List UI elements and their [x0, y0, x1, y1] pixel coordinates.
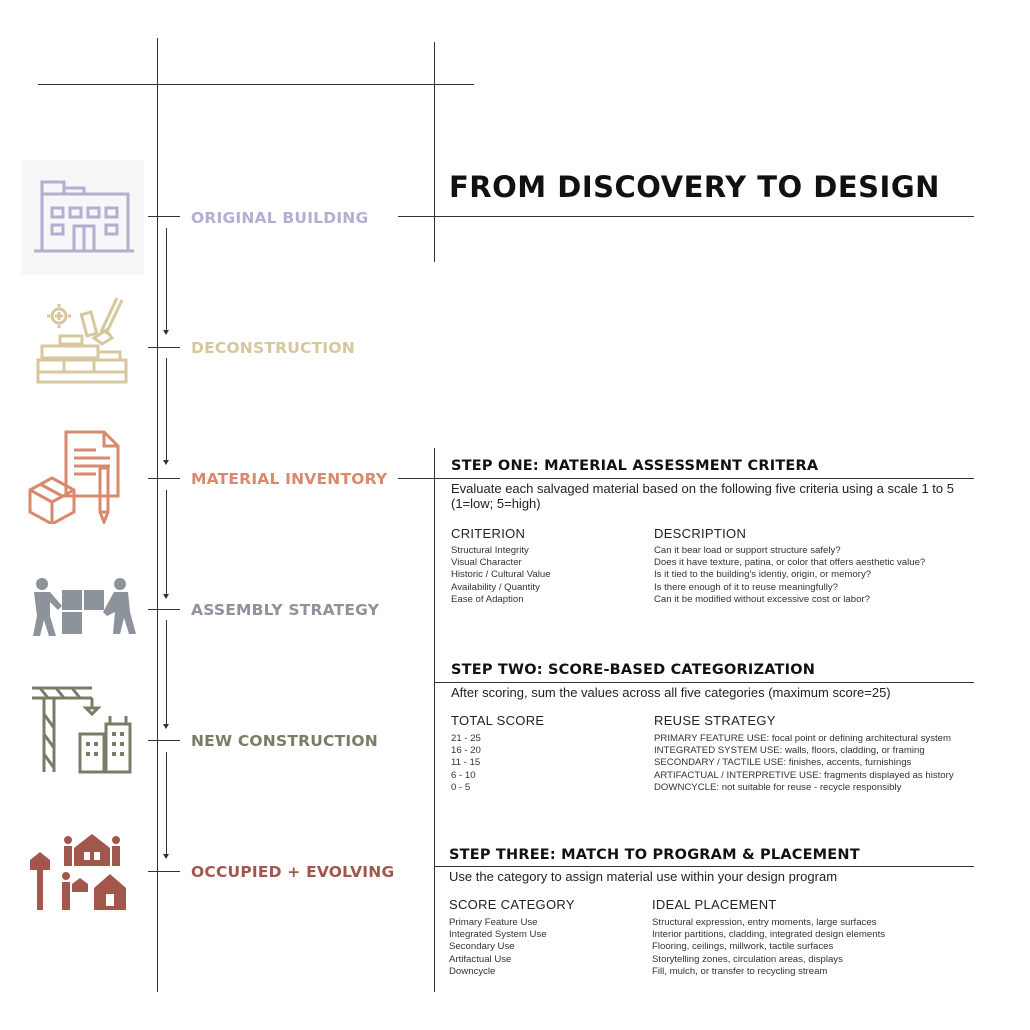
list-item: Artifactual Use — [449, 953, 512, 965]
list-item: Is it tied to the building's identiy, origin, or memory? — [654, 569, 872, 581]
list-item: Structural Integrity — [451, 545, 529, 556]
list-item: ARTIFACTUAL / INTERPRETIVE USE: fragments displayed as history — [654, 769, 954, 781]
list-item: Visual Character — [451, 557, 522, 569]
step-three-col-ideal-placement: IDEAL PLACEMENT — [652, 897, 777, 912]
step-two-score-list — [451, 733, 481, 794]
stage-tick-2 — [148, 347, 180, 348]
list-item: Primary Feature Use — [449, 917, 538, 928]
step-three-category-list — [449, 917, 547, 978]
stage-tick-1 — [148, 216, 180, 217]
list-item: Does it have texture, patina, or color that offers aesthetic value? — [654, 557, 926, 569]
stage-label-deconstruction: DECONSTRUCTION — [191, 339, 355, 357]
stage-label-occupied-evolving: OCCUPIED + EVOLVING — [191, 863, 395, 881]
stage-label-material-inventory: MATERIAL INVENTORY — [191, 470, 388, 488]
stage-label-new-construction: NEW CONSTRUCTION — [191, 732, 378, 750]
list-item: Can it be modified without excessive cost or labor? — [654, 593, 870, 605]
step-two-strategy-list — [654, 733, 954, 794]
list-item: Storytelling zones, circulation areas, displays — [652, 953, 843, 965]
stage-tick-4 — [148, 609, 180, 610]
list-item: Fill, mulch, or transfer to recycling stream — [652, 965, 828, 977]
list-item: PRIMARY FEATURE USE: focal point or defining architectural system — [654, 733, 951, 744]
list-item: Ease of Adaption — [451, 593, 524, 605]
connector-5-arrow — [163, 854, 169, 859]
step-one-col-criterion: CRITERION — [451, 526, 526, 541]
list-item: 21 - 25 — [451, 733, 481, 744]
step-two-col-total-score: TOTAL SCORE — [451, 713, 545, 728]
assembly-icon — [28, 576, 136, 638]
step-two-intro: After scoring, sum the values across all five categories (maximum score=25) — [451, 685, 891, 700]
stage-tick-3 — [148, 478, 180, 479]
list-item: Flooring, ceilings, millwork, tactile surfaces — [652, 941, 834, 953]
step-three-intro: Use the category to assign material use within your design program — [449, 869, 838, 884]
community-icon — [26, 830, 130, 914]
connector-1 — [166, 228, 167, 332]
connector-2-arrow — [163, 460, 169, 465]
title-underline — [434, 216, 974, 217]
inventory-icon — [26, 428, 122, 524]
list-item: 11 - 15 — [451, 757, 481, 769]
list-item: Interior partitions, cladding, integrated design elements — [652, 929, 886, 941]
list-item: 6 - 10 — [451, 769, 476, 781]
list-item: INTEGRATED SYSTEM USE: walls, floors, cladding, or framing — [654, 745, 925, 757]
list-item: SECONDARY / TACTILE USE: finishes, accents, furnishings — [654, 757, 912, 769]
step-two-underline — [434, 682, 974, 683]
list-item: Downcycle — [449, 965, 496, 977]
stage-label-assembly-strategy: ASSEMBLY STRATEGY — [191, 601, 380, 619]
connector-2 — [166, 358, 167, 462]
step-three-col-score-category: SCORE CATEGORY — [449, 897, 575, 912]
step-two-col-reuse-strategy: REUSE STRATEGY — [654, 713, 776, 728]
connector-5 — [166, 752, 167, 856]
stage-tick-1-right — [398, 216, 434, 217]
step-three-underline — [434, 866, 974, 867]
list-item: Availability / Quantity — [451, 581, 540, 593]
connector-4 — [166, 620, 167, 726]
step-one-criteria-list — [451, 545, 551, 606]
list-item: Can it bear load or support structure safely? — [654, 545, 841, 556]
list-item: Historic / Cultural Value — [451, 569, 551, 581]
step-two-title: STEP TWO: SCORE-BASED CATEGORIZATION — [451, 662, 816, 678]
building-icon — [22, 160, 144, 275]
list-item: Integrated System Use — [449, 929, 547, 941]
stage-tick-5 — [148, 740, 180, 741]
step-one-description-list — [654, 545, 925, 606]
content-vertical-rule-bottom — [434, 448, 435, 992]
step-three-title: STEP THREE: MATCH TO PROGRAM & PLACEMENT — [449, 847, 860, 863]
crane-icon — [30, 684, 134, 776]
list-item: Secondary Use — [449, 941, 515, 953]
main-vertical-rule — [157, 38, 158, 992]
list-item: 0 - 5 — [451, 781, 471, 793]
step-three-placement-list — [652, 917, 885, 978]
top-horizontal-rule — [38, 84, 474, 85]
connector-3 — [166, 490, 167, 596]
connector-4-arrow — [163, 724, 169, 729]
stage-label-original-building: ORIGINAL BUILDING — [191, 209, 369, 227]
step-one-title: STEP ONE: MATERIAL ASSESSMENT CRITERA — [451, 458, 819, 474]
connector-3-arrow — [163, 594, 169, 599]
stage-tick-6 — [148, 871, 180, 872]
list-item: 16 - 20 — [451, 745, 481, 757]
stage-tick-3-right — [398, 478, 974, 479]
demolition-icon — [34, 296, 130, 388]
connector-1-arrow — [163, 330, 169, 335]
content-vertical-rule-top — [434, 42, 435, 262]
list-item: DOWNCYCLE: not suitable for reuse - recycle responsibly — [654, 781, 902, 793]
step-one-col-description: DESCRIPTION — [654, 526, 747, 541]
step-one-intro: Evaluate each salvaged material based on the following five criteria using a scale 1 to 5 (1=low; 5=high) — [451, 481, 954, 511]
page-title: FROM DISCOVERY TO DESIGN — [449, 170, 940, 204]
list-item: Is there enough of it to reuse meaningfully? — [654, 581, 838, 593]
list-item: Structural expression, entry moments, large surfaces — [652, 917, 877, 928]
